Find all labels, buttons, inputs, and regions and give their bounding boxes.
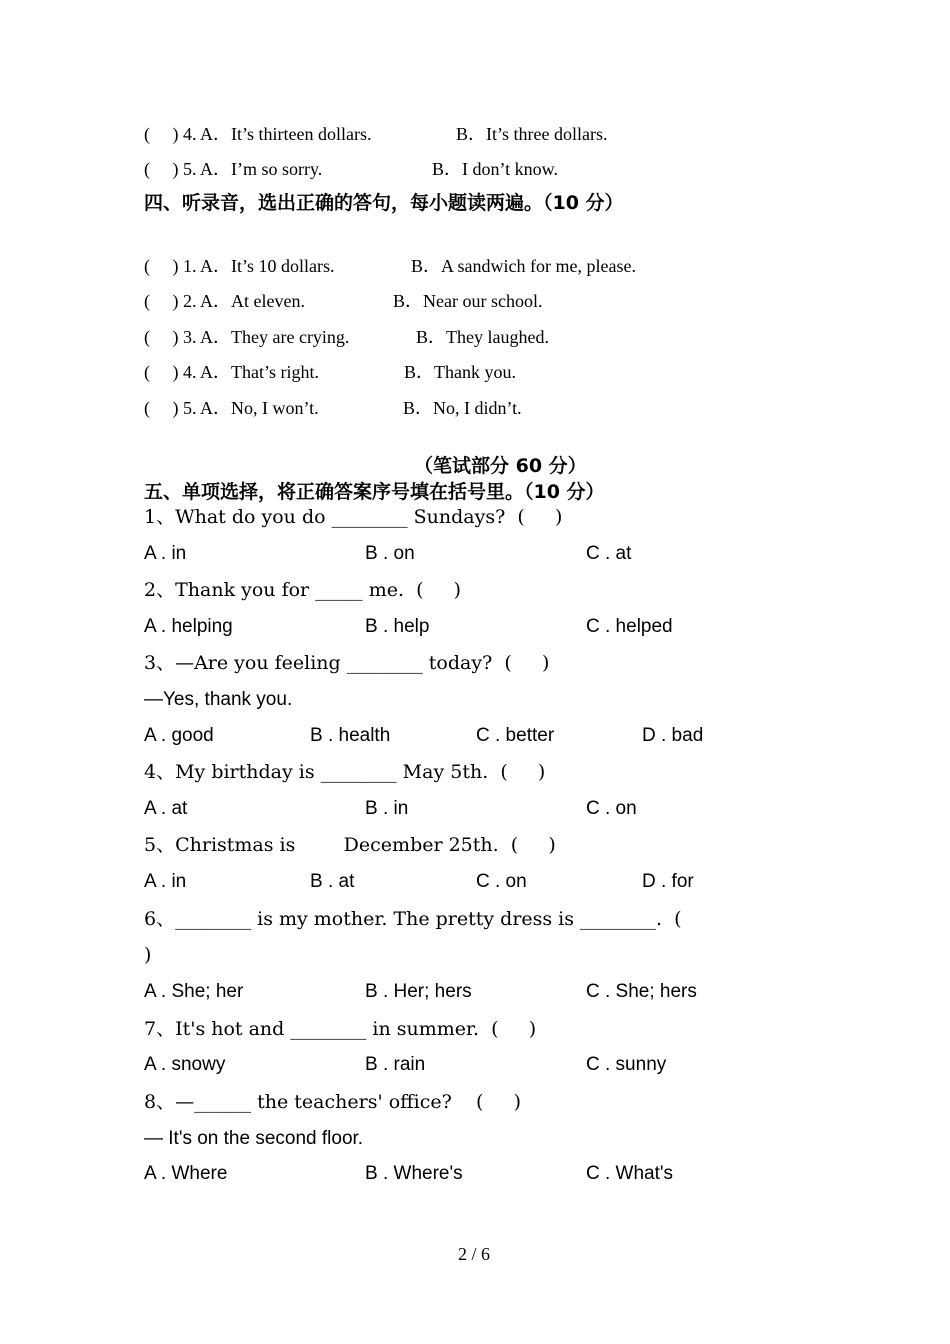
question-8-reply: — It's on the second floor. [144, 1128, 364, 1149]
section-4-question-4: ( ) 4. A．That’s right. [144, 362, 319, 382]
listening-question-5: ( ) 5. A．I’m so sorry. [144, 159, 323, 179]
question-6-stem: 6、________ is my mother. The pretty dress is ________. ( [144, 908, 682, 930]
section-4-question-2: ( ) 2. A．At eleven. [144, 291, 305, 311]
question-3-option-a: A . good [144, 725, 214, 746]
question-5-option-d: D . for [642, 871, 694, 892]
question-7-option-b: B . rain [365, 1054, 426, 1075]
section-4-question-4-option-b: B．Thank you. [404, 362, 516, 382]
question-4-stem: 4、My birthday is ________ May 5th. ( ) [144, 761, 546, 783]
section-4-question-1-option-b: B．A sandwich for me, please. [411, 256, 636, 276]
question-5-option-c: C . on [476, 871, 527, 892]
question-2-option-a: A . helping [144, 616, 233, 637]
written-part-heading: （笔试部分 60 分） [414, 455, 587, 477]
question-3-option-d: D . bad [642, 725, 704, 746]
question-2-option-b: B . help [365, 616, 430, 637]
listening-question-5-option-b: B．I don’t know. [432, 159, 558, 179]
question-8-option-c: C . What's [586, 1163, 674, 1184]
question-5-option-b: B . at [310, 871, 355, 892]
question-2-stem: 2、Thank you for _____ me. ( ) [144, 579, 462, 601]
question-8-option-b: B . Where's [365, 1163, 463, 1184]
question-4-option-c: C . on [586, 798, 637, 819]
question-1-option-c: C . at [586, 543, 632, 564]
question-4-option-b: B . in [365, 798, 409, 819]
question-6-option-c: C . She; hers [586, 981, 697, 1002]
question-8-stem: 8、—______ the teachers' office? ( ) [144, 1091, 521, 1113]
question-1-option-b: B . on [365, 543, 415, 564]
question-1-stem: 1、What do you do ________ Sundays? ( ) [144, 506, 563, 528]
question-4-option-a: A . at [144, 798, 188, 819]
question-6-option-a: A . She; her [144, 981, 244, 1002]
section-4-question-5-option-b: B．No, I didn’t. [403, 398, 522, 418]
listening-question-4: ( ) 4. A．It’s thirteen dollars. [144, 124, 372, 144]
question-8-option-a: A . Where [144, 1163, 228, 1184]
section-4-question-3: ( ) 3. A．They are crying. [144, 327, 350, 347]
question-7-option-a: A . snowy [144, 1054, 226, 1075]
question-3-option-c: C . better [476, 725, 555, 746]
question-3-stem: 3、—Are you feeling ________ today? ( ) [144, 652, 550, 674]
section-4-question-3-option-b: B．They laughed. [416, 327, 549, 347]
section-4-question-5: ( ) 5. A．No, I won’t. [144, 398, 319, 418]
section-4-question-1: ( ) 1. A．It’s 10 dollars. [144, 256, 335, 276]
section-4-title: 四、听录音，选出正确的答句，每小题读两遍。（10 分） [144, 192, 624, 214]
section-4-question-2-option-b: B．Near our school. [393, 291, 543, 311]
listening-question-4-option-b: B．It’s three dollars. [456, 124, 608, 144]
question-7-stem: 7、It's hot and ________ in summer. ( ) [144, 1018, 537, 1040]
question-3-reply: —Yes, thank you. [144, 689, 293, 710]
question-7-option-c: C . sunny [586, 1054, 667, 1075]
question-5-option-a: A . in [144, 871, 187, 892]
question-3-option-b: B . health [310, 725, 391, 746]
question-1-option-a: A . in [144, 543, 187, 564]
page-number: 2 / 6 [458, 1244, 491, 1264]
question-6-stem-continued: ) [144, 944, 152, 966]
question-2-option-c: C . helped [586, 616, 673, 637]
section-5-title: 五、单项选择，将正确答案序号填在括号里。（10 分） [144, 481, 605, 503]
question-5-stem: 5、Christmas is December 25th. ( ) [144, 834, 556, 856]
question-6-option-b: B . Her; hers [365, 981, 472, 1002]
